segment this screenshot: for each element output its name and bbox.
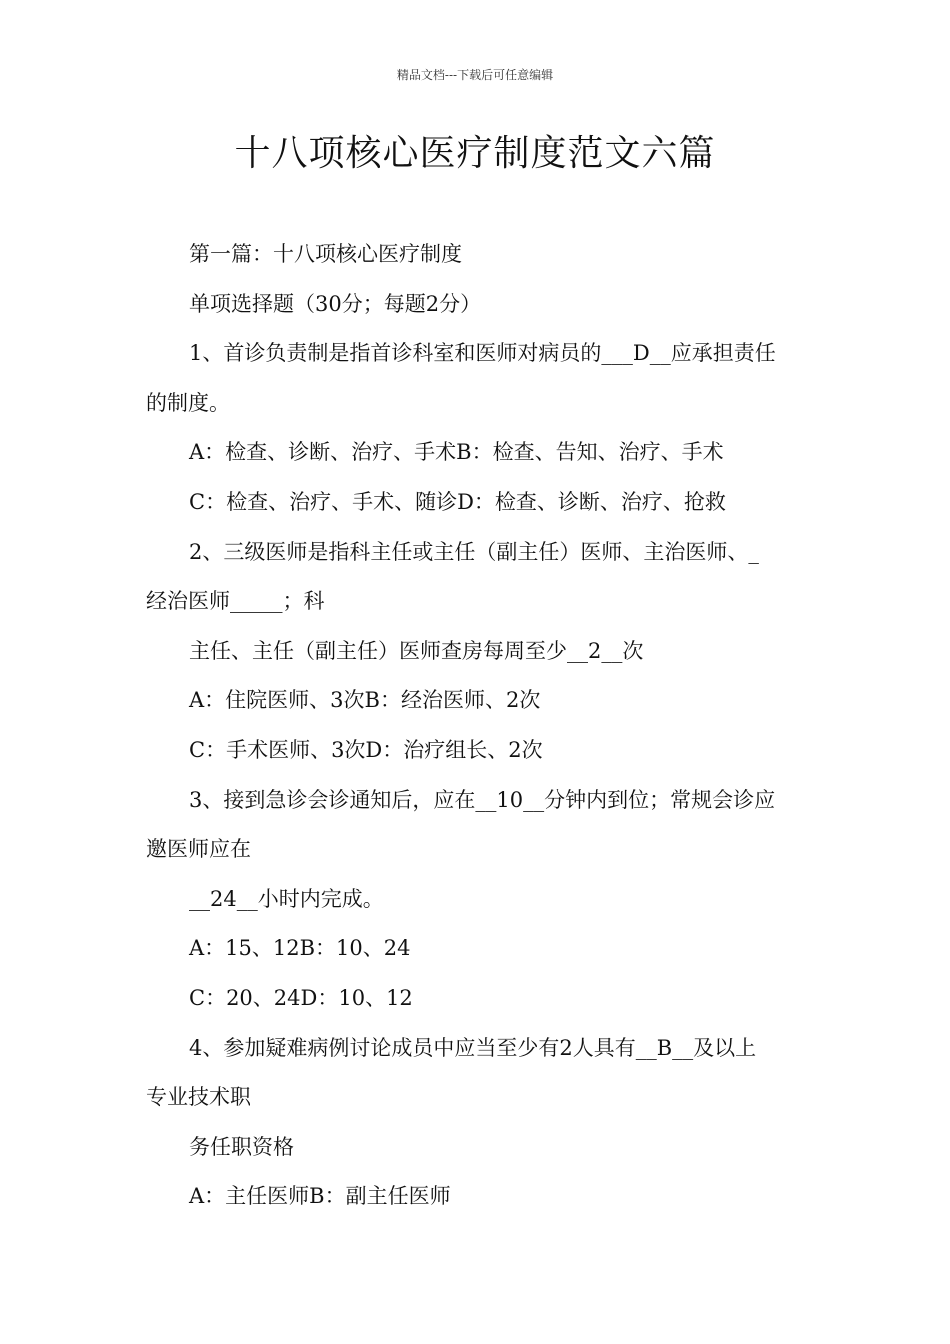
question-2-stem: 2、三级医师是指科主任或主任（副主任）医师、主治医师、_ xyxy=(189,539,759,564)
question-2-options-cd: C：手术医师、3次D：治疗组长、2次 xyxy=(189,737,543,762)
section-heading: 第一篇：十八项核心医疗制度 xyxy=(189,242,462,266)
question-2-stem-continued: 经治医师_____；科 xyxy=(146,589,325,614)
question-4-stem-part-2: 务任职资格 xyxy=(189,1134,294,1159)
question-type-heading: 单项选择题（30分；每题2分） xyxy=(189,291,482,316)
question-3-options-cd: C：20、24D：10、12 xyxy=(189,985,413,1010)
question-4-stem: 4、参加疑难病例讨论成员中应当至少有2人具有__B__及以上 xyxy=(189,1035,757,1060)
question-3-stem-part-2: __24__小时内完成。 xyxy=(189,886,384,911)
question-4-options-ab: A：主任医师B：副主任医师 xyxy=(189,1184,451,1209)
question-1-options-ab: A：检查、诊断、治疗、手术B：检查、告知、治疗、手术 xyxy=(189,440,724,465)
document-title: 十八项核心医疗制度范文六篇 xyxy=(234,133,716,174)
question-3-stem: 3、接到急诊会诊通知后，应在__10__分钟内到位；常规会诊应 xyxy=(189,787,776,812)
question-4-stem-continued: 专业技术职 xyxy=(146,1085,251,1110)
header-note: 精品文档---下载后可任意编辑 xyxy=(396,68,554,82)
question-1-stem: 1、首诊负责制是指首诊科室和医师对病员的___D__应承担责任 xyxy=(189,341,776,366)
document-body xyxy=(146,230,811,1222)
question-2-options-ab: A：住院医师、3次B：经治医师、2次 xyxy=(189,688,541,713)
question-1-stem-continued: 的制度。 xyxy=(146,390,230,415)
question-1-options-cd: C：检查、治疗、手术、随诊D：检查、诊断、治疗、抢救 xyxy=(189,489,726,514)
question-3-options-ab: A：15、12B：10、24 xyxy=(189,936,411,961)
question-3-stem-continued: 邀医师应在 xyxy=(146,837,251,862)
question-2-stem-part-2: 主任、主任（副主任）医师查房每周至少__2__次 xyxy=(189,638,644,663)
